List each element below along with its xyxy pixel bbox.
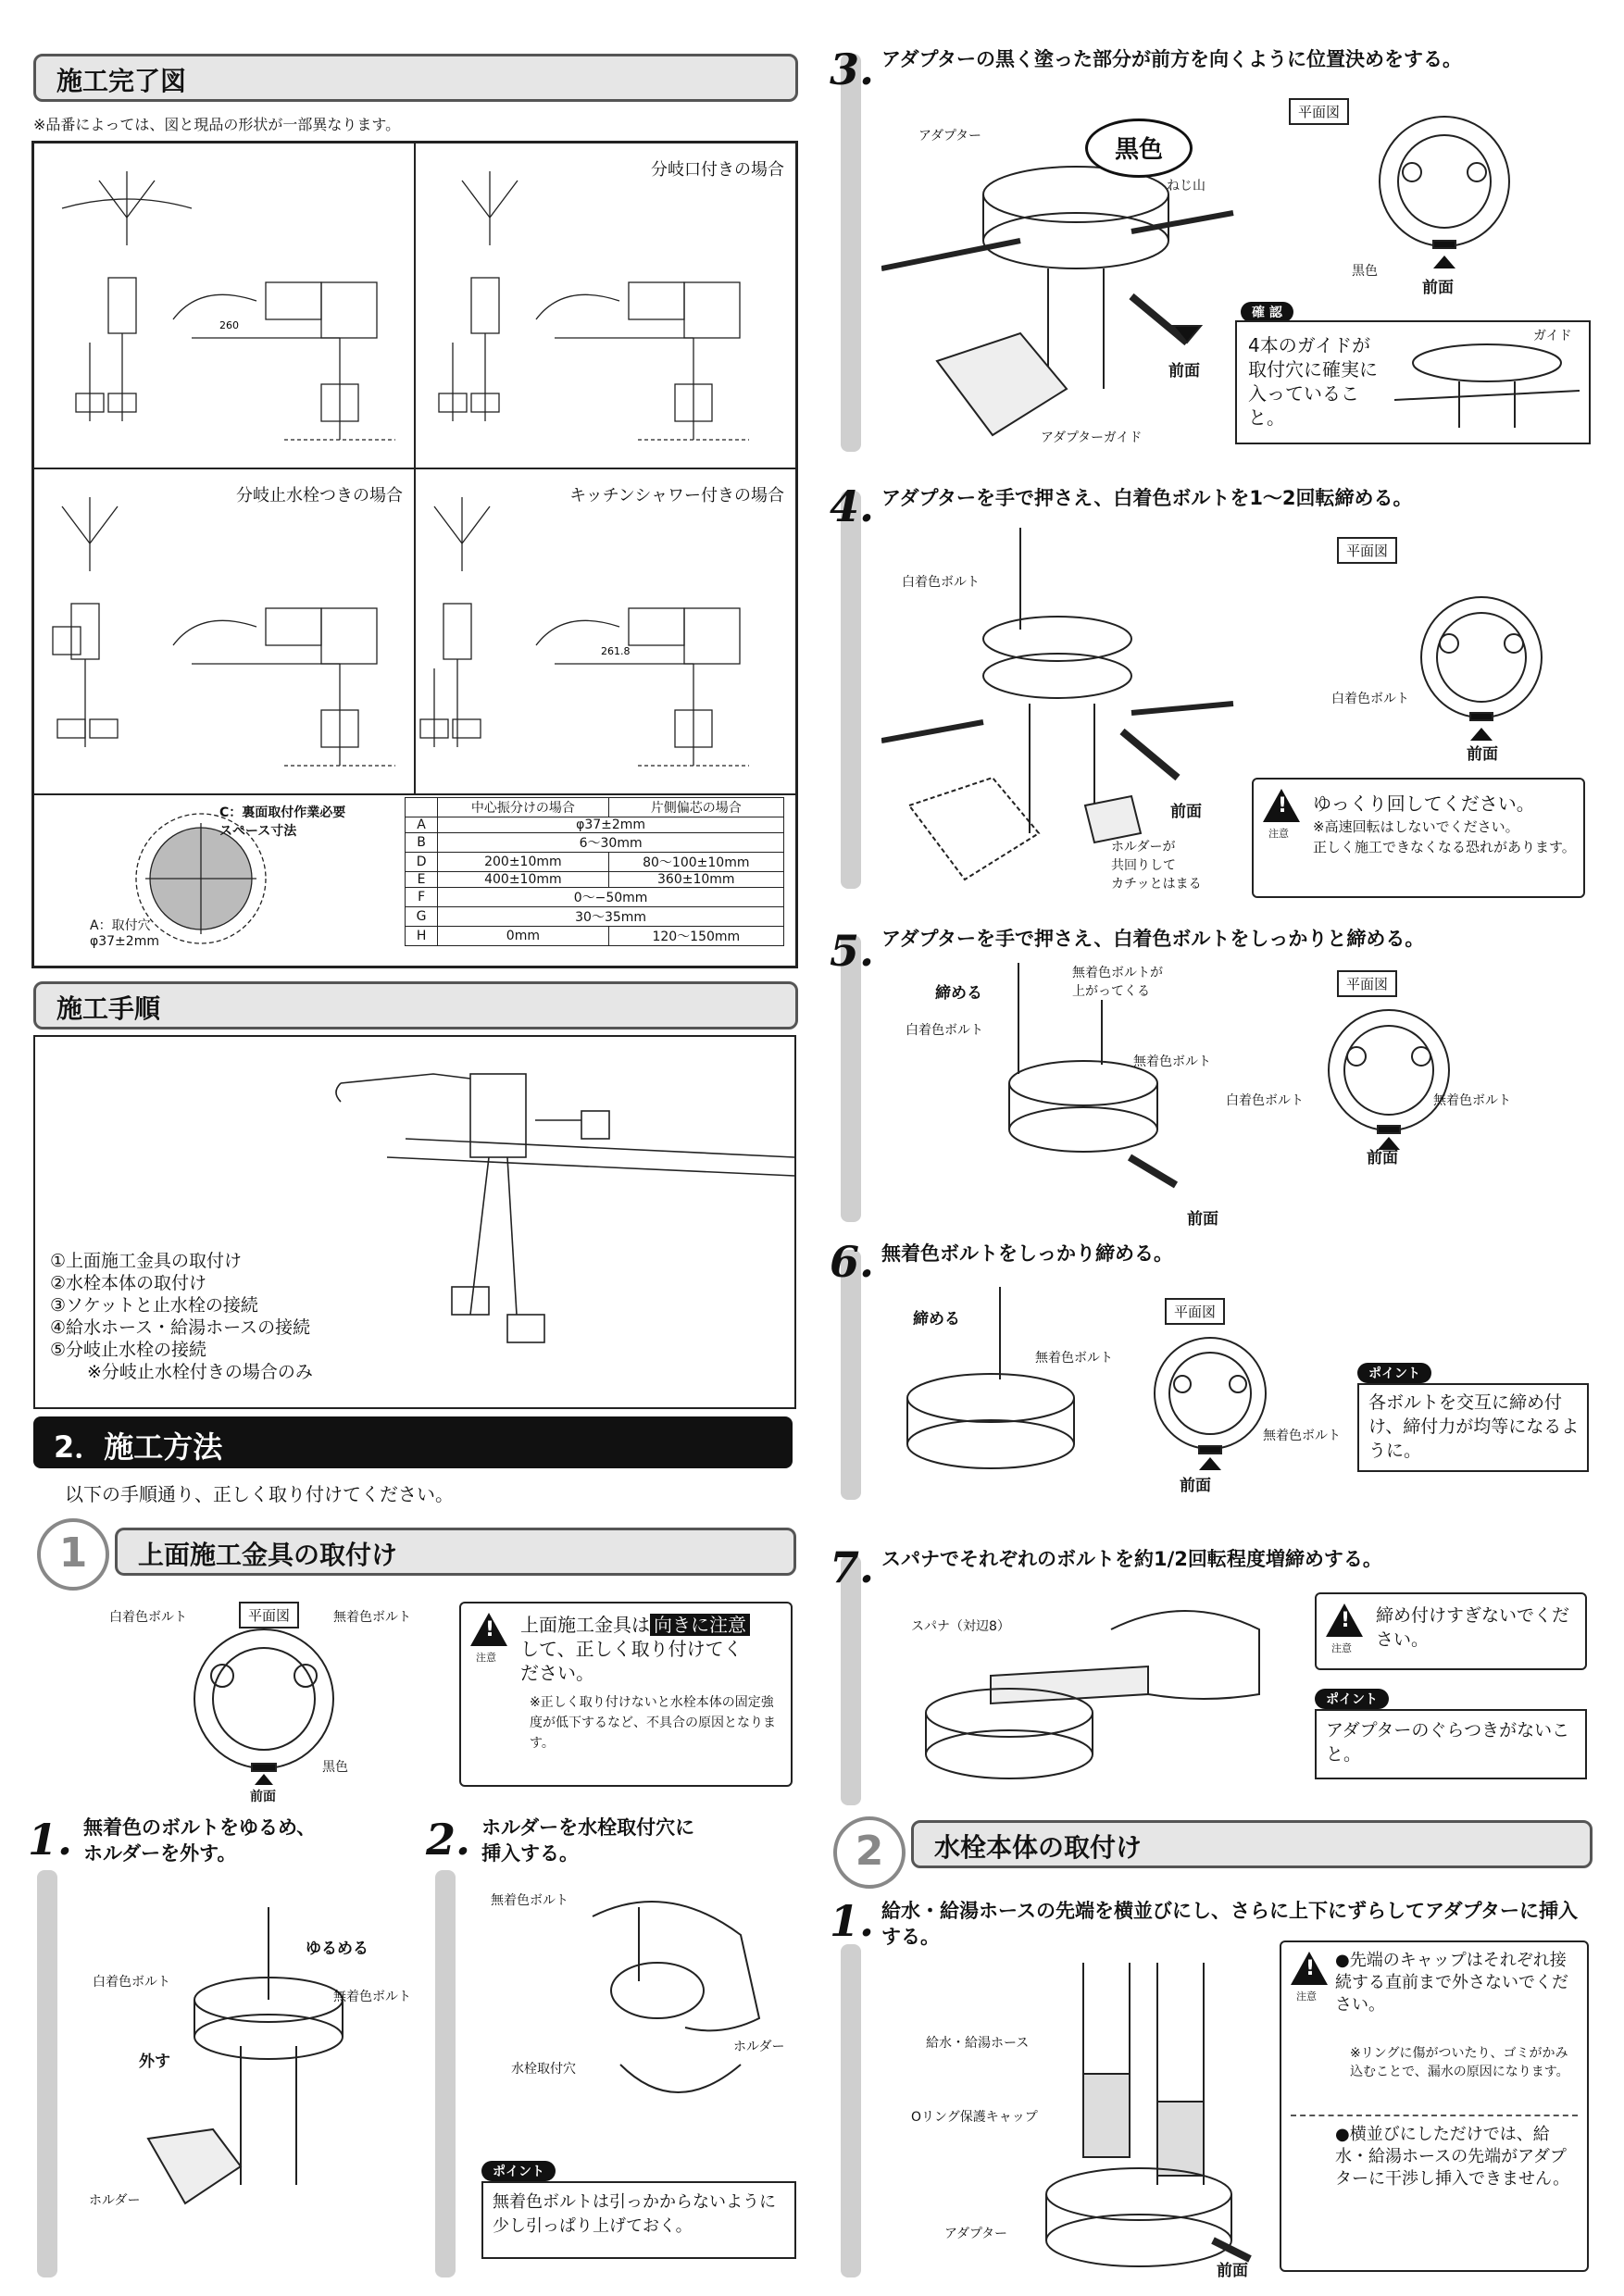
method-header: [33, 1416, 793, 1468]
s2-step-1-text: 給水・給湯ホースの先端を横並びにし、さらに上下にずらしてアダプターに挿入する。: [881, 1900, 1579, 1948]
faucet-diagram-icon: [416, 144, 795, 468]
front-label-6: 前面: [1180, 1477, 1211, 1495]
hole-label-a: A：取付穴 φ37±2mm: [90, 918, 159, 949]
step-6-text: 無着色ボルトをしっかり締める。: [881, 1242, 1173, 1265]
caution-box-4: ! 注意 ゆっくり回してください。 ※高速回転はしないでください。 正しく施工できなくなる恐れがあります。: [1252, 778, 1585, 898]
plain-bolt-label-5: 無着色ボルト: [1133, 1054, 1211, 1069]
warning-icon: [1263, 789, 1300, 822]
plain-bolt-label-6: 無着色ボルト: [1035, 1351, 1113, 1366]
step-1-bar: [37, 1870, 57, 2277]
warning-icon: [1291, 1952, 1328, 1985]
completion-title: 施工完了図: [56, 66, 187, 96]
caution-box-7: ! 注意 締め付けすぎないでください。: [1315, 1592, 1587, 1670]
panel-hole-spec: [33, 794, 796, 967]
white-bolt-label-4: 白着色ボルト: [902, 575, 980, 590]
procedure-box: [33, 1035, 796, 1409]
loosen-label: ゆるめる: [306, 1940, 369, 1958]
point-box-1: 無着色ボルトは引っかからないように少し引っぱり上げておく。: [481, 2181, 796, 2259]
plain-bolt-label-6b: 無着色ボルト: [1263, 1429, 1341, 1443]
white-bolt-label-5: 白着色ボルト: [906, 1023, 983, 1038]
divider: [1291, 2115, 1578, 2116]
section-1-badge: 1: [37, 1518, 109, 1591]
plan-tag-4: 平面図: [1337, 537, 1397, 564]
black-label: 黒色: [322, 1760, 348, 1775]
s2-step-1-number: 1.: [830, 1896, 875, 1946]
method-intro: 以下の手順通り、正しく取り付けてください。: [65, 1483, 454, 1505]
step5-adapter-icon: [981, 963, 1296, 1213]
holder-label-2: ホルダー: [733, 2040, 785, 2054]
point-tag-1: ポイント: [481, 2161, 556, 2181]
section-2-badge: 2: [833, 1816, 906, 1889]
point-tag-6: ポイント: [1357, 1363, 1431, 1383]
step2-hand-holder-icon: [481, 1879, 796, 2139]
procedure-header: [33, 981, 798, 1029]
panel-branch-outlet: 分岐口付きの場合: [415, 143, 796, 468]
plan-tag: 平面図: [239, 1602, 299, 1628]
svg-text:261.8: 261.8: [601, 645, 631, 657]
front-label-3b: 前面: [1422, 279, 1454, 297]
adapter-label: アダプター: [918, 129, 982, 144]
step-4-number: 4.: [830, 481, 875, 531]
tighten-label-6: 締める: [913, 1310, 960, 1329]
spanner-label: スパナ（対辺8）: [911, 1619, 1010, 1634]
guide-label: アダプターガイド: [1041, 430, 1143, 445]
white-bolt-label: 白着色ボルト: [109, 1610, 187, 1625]
plan-tag-3: 平面図: [1289, 98, 1349, 125]
point-tag-7: ポイント: [1315, 1689, 1389, 1709]
plain-bolt-label-3: 無着色ボルト: [491, 1893, 568, 1908]
step6-plan-icon: [1131, 1324, 1289, 1481]
step-3-text: アダプターの黒く塗った部分が前方を向くように位置決めをする。: [881, 48, 1463, 70]
step-3-number: 3.: [830, 44, 875, 94]
front-label-5: 前面: [1187, 1210, 1218, 1229]
confirm-box: 4本のガイドが取付穴に確実に入っていること。 ガイド: [1235, 320, 1591, 444]
warning-icon: [1326, 1603, 1363, 1637]
section-1-header: [115, 1528, 796, 1576]
black-oval: 黒色: [1085, 119, 1193, 178]
procedure-list: ①上面施工金具の取付け ②水栓本体の取付け ③ソケットと止水栓の接続 ④給水ホース・給湯ホースの接続 ⑤分岐止水栓の接続 ※分岐止水栓付きの場合のみ: [50, 1251, 313, 1382]
section-1-title: 上面施工金具の取付け: [138, 1540, 398, 1570]
s2-step-1-bar: [841, 1944, 861, 2277]
rise-label: 無着色ボルトが 上がってくる: [1072, 966, 1163, 999]
black-label-3: 黒色: [1352, 264, 1378, 279]
adapter-label-s2: アダプター: [944, 2227, 1008, 2241]
front-label-3: 前面: [1168, 362, 1200, 381]
remove-label: 外す: [139, 2053, 170, 2071]
front-label: 前面: [250, 1790, 276, 1804]
tighten-label-5: 締める: [935, 984, 982, 1003]
faucet-diagram-icon: [34, 144, 414, 468]
procedure-title: 施工手順: [56, 993, 161, 1024]
plain-bolt-label: 無着色ボルト: [333, 1610, 411, 1625]
front-label-5b: 前面: [1367, 1149, 1398, 1167]
warning-icon: [470, 1613, 507, 1646]
plain-bolt-label-2: 無着色ボルト: [333, 1990, 411, 2004]
plain-bolt-label-5b: 無着色ボルト: [1433, 1093, 1511, 1108]
plan-tag-5: 平面図: [1337, 970, 1397, 997]
front-label-4b: 前面: [1467, 745, 1498, 764]
step-5-number: 5.: [830, 926, 875, 976]
step-7-text: スパナでそれぞれのボルトを約1/2回転程度増締めする。: [881, 1548, 1382, 1570]
step-3-bar: [841, 54, 861, 452]
step5-plan-icon: [1296, 996, 1481, 1154]
caution-box-1: ! 注意 上面施工金具は 向きに注意 して、正しく取り付けてく ださい。 ※正しく取り付けないと水栓本体の固定強度が低下するなど、不具合の原因となります。: [459, 1602, 793, 1787]
step-4-bar: [841, 491, 861, 889]
step-5-bar: [841, 935, 861, 1222]
step-5-text: アダプターを手で押さえ、白着色ボルトをしっかりと締める。: [881, 928, 1425, 950]
front-label-s2: 前面: [1217, 2262, 1248, 2280]
step-6-bar: [841, 1250, 861, 1500]
section-2-title: 水栓本体の取付け: [934, 1832, 1143, 1863]
holder-click-label: ホルダーが 共回りして カチッとはまる: [1111, 840, 1202, 892]
holder-label: ホルダー: [89, 2193, 141, 2208]
panel-branch-valve: 分岐止水栓つきの場合: [33, 468, 415, 794]
point-box-6: 各ボルトを交互に締め付け、締付力が均等になるように。: [1357, 1383, 1589, 1472]
thread-label: ねじ山: [1167, 179, 1206, 193]
faucet-diagram-icon: [34, 469, 414, 793]
step-6-number: 6.: [830, 1237, 875, 1287]
panel-kitchen-shower: キッチンシャワー付きの場合 261.8: [415, 468, 796, 794]
step-7-bar: [841, 1555, 861, 1805]
step3-plan-icon: [1352, 89, 1537, 283]
svg-text:260: 260: [219, 319, 239, 331]
top-plan-diagram-icon: [148, 1611, 426, 1796]
panel-standard: [33, 143, 415, 468]
front-label-4: 前面: [1170, 803, 1202, 821]
section-2-header: [911, 1820, 1593, 1868]
cap-label: Oリング保護キャップ: [911, 2110, 1038, 2125]
step-1-number: 1.: [28, 1815, 73, 1865]
faucet-diagram-icon: [416, 469, 795, 793]
hole-label-c: C：裏面取付作業必要 スペース寸法: [219, 805, 346, 839]
confirm-tag: 確 認: [1241, 302, 1293, 322]
hose-label: 給水・給湯ホース: [926, 2036, 1030, 2051]
step4-plan-icon: [1389, 565, 1574, 750]
white-bolt-label-5b: 白着色ボルト: [1226, 1093, 1304, 1108]
step-4-text: アダプターを手で押さえ、白着色ボルトを1〜2回転締める。: [881, 487, 1413, 509]
white-bolt-label-4b: 白着色ボルト: [1331, 692, 1409, 706]
caution-box-s2: ! 注意 ●先端のキャップはそれぞれ接続する直前まで外さないでください。 ※リングに傷がついたり、ゴミがかみ込むことで、漏水の原因になります。 ●横並びにしただけでは、給水・給湯ホースの先端がアダプターに干渉し挿入できません。: [1280, 1940, 1589, 2272]
step-2-number: 2.: [426, 1815, 471, 1865]
white-bolt-label-2: 白着色ボルト: [93, 1975, 170, 1990]
completion-header: [33, 54, 798, 102]
completion-note: ※品番によっては、図と現品の形状が一部異なります。: [33, 116, 401, 133]
completion-diagram-grid: [31, 141, 798, 968]
method-title: 2．施工方法: [54, 1429, 223, 1465]
hole-label: 水栓取付穴: [511, 2062, 576, 2077]
step-2-bar: [435, 1870, 456, 2277]
point-box-7: アダプターのぐらつきがないこと。: [1315, 1709, 1587, 1779]
spec-table: 中心振分けの場合 片側偏芯の場合 A φ37±2mm B 6〜30mm D 200±10mm 80〜100±10mm E 400±10mm 360±10mm F 0〜−50mm G 30〜35mm H 0mm 120〜150mm: [405, 797, 784, 946]
s2-hose-adapter-icon: [1000, 1963, 1315, 2268]
plan-tag-6: 平面図: [1165, 1298, 1225, 1325]
step-7-number: 7.: [830, 1542, 875, 1592]
